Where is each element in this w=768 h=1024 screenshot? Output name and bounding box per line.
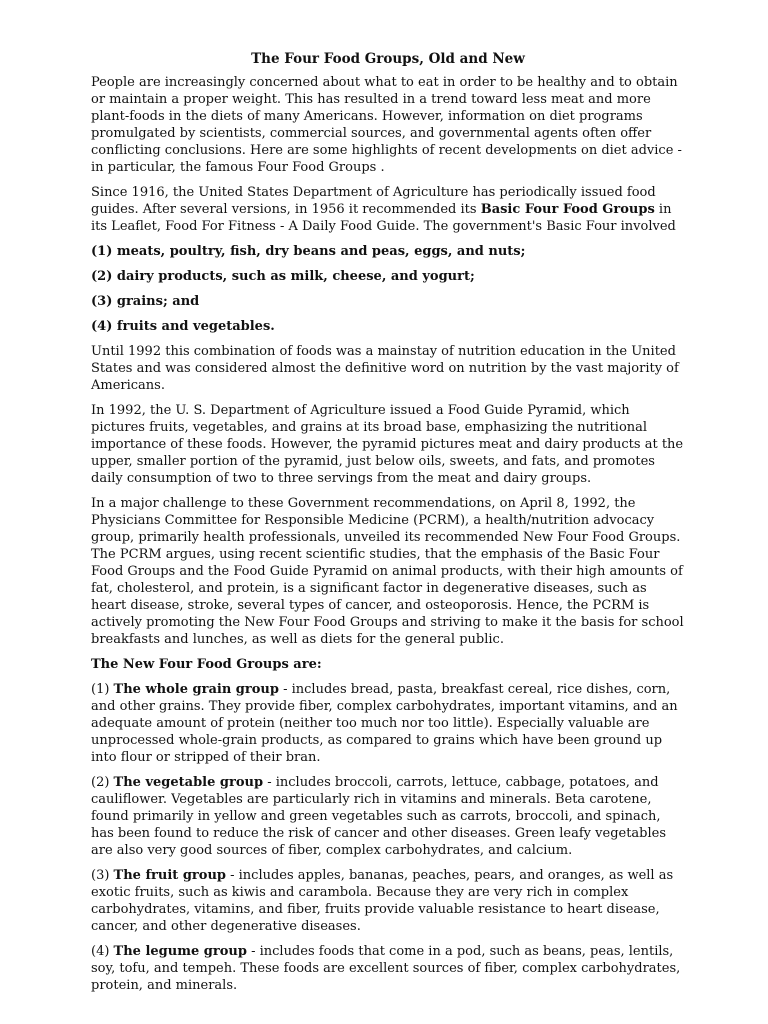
usda-history-text-c: in its Leaflet, Food For Fitness - A Daily Food Guide. The government's Basic Four involved bbox=[91, 202, 676, 234]
old-group-4: (4) fruits and vegetables. bbox=[91, 319, 275, 334]
new-group-item bbox=[91, 867, 685, 935]
new-group-name: The legume group bbox=[113, 944, 247, 959]
mainstay-paragraph: Until 1992 this combination of foods was a mainstay of nutrition education in the United States and was considered almost the definitive word on nutrition by the vast majority of Americans. bbox=[91, 344, 679, 393]
old-group-2: (2) dairy products, such as milk, cheese, and yogurt; bbox=[91, 269, 475, 284]
new-groups-heading: The New Four Food Groups are: bbox=[91, 657, 322, 672]
pyramid-paragraph: In 1992, the U. S. Department of Agriculture issued a Food Guide Pyramid, which pictures fruits, vegetables, and grains at its broad base, emphasizing the nutritional importance of these foods. However, the pyramid pictures meat and dairy products at the upper, smaller portion of the pyramid, just below oils, sweets, and fats, and promotes daily consumption of two to three servings from the meat and dairy groups. bbox=[91, 403, 684, 486]
new-group-number: (4) bbox=[91, 944, 114, 959]
new-group-number: (3) bbox=[91, 868, 114, 883]
basic-four-term: Basic Four Food Groups bbox=[480, 202, 655, 217]
new-group-item bbox=[91, 943, 685, 994]
new-group-number: (1) bbox=[91, 682, 114, 697]
old-group-1: (1) meats, poultry, fish, dry beans and peas, eggs, and nuts; bbox=[91, 244, 526, 259]
new-group-description: - includes bread, pasta, breakfast cereal, rice dishes, corn, and other grains. They provide fiber, complex carbohydrates, important vitamins, and an adequate amount of protein (neither too much nor too little). Especially valuable are unprocessed whole-grain products, as compared to grains which have been ground up into flour or stripped of their bran. bbox=[91, 682, 678, 765]
new-group-description: - includes apples, bananas, peaches, pears, and oranges, as well as exotic fruits, such as kiwis and carambola. Because they are very rich in complex carbohydrates, vitamins, and fiber, fruits provide valuable resistance to heart disease, cancer, and other degenerative diseases. bbox=[91, 868, 674, 934]
new-group-item bbox=[91, 681, 685, 766]
new-group-item bbox=[91, 774, 685, 859]
intro-paragraph: People are increasingly concerned about what to eat in order to be healthy and to obtain or maintain a proper weight. This has resulted in a trend toward less meat and more plant-foods in the diets of many Americans. However, information on diet programs promulgated by scientists, commercial sources, and governmental agents often offer conflicting conclusions. Here are some highlights of recent developments on diet advice - in particular, the famous Four Food Groups . bbox=[91, 75, 682, 175]
new-group-name: The vegetable group bbox=[113, 775, 264, 790]
document-title: The Four Food Groups, Old and New bbox=[251, 51, 525, 67]
new-group-description: - includes broccoli, carrots, lettuce, cabbage, potatoes, and cauliflower. Vegetables are particularly rich in vitamins and minerals. Beta carotene, found primarily in yellow and green vegetables such as carrots, broccoli, and spinach, has been found to reduce the risk of cancer and other diseases. Green leafy vegetables are also very good sources of fiber, complex carbohydrates, and calcium. bbox=[91, 775, 667, 858]
usda-history-paragraph bbox=[91, 184, 685, 235]
new-group-name: The fruit group bbox=[113, 868, 226, 883]
new-group-description: - includes foods that come in a pod, such as beans, peas, lentils, soy, tofu, and tempeh. These foods are excellent sources of fiber, complex carbohydrates, protein, and minerals. bbox=[91, 944, 681, 993]
new-group-number: (2) bbox=[91, 775, 114, 790]
pcrm-paragraph: In a major challenge to these Government recommendations, on April 8, 1992, the Physicians Committee for Responsible Medicine (PCRM), a health/nutrition advocacy group, primarily health professionals, unveiled its recommended New Four Food Groups. The PCRM argues, using recent scientific studies, that the emphasis of the Basic Four Food Groups and the Food Guide Pyramid on animal products, with their high amounts of fat, cholesterol, and protein, is a significant factor in degenerative diseases, such as heart disease, stroke, several types of cancer, and osteoporosis. Hence, the PCRM is actively promoting the New Four Food Groups and striving to make it the basis for school breakfasts and lunches, as well as diets for the general public. bbox=[91, 496, 684, 647]
old-group-3: (3) grains; and bbox=[91, 294, 200, 309]
usda-history-text-a: Since 1916, the United States Department of Agriculture has periodically issued food guides. After several versions, in 1956 it recommended its bbox=[91, 185, 656, 217]
new-group-name: The whole grain group bbox=[113, 682, 279, 697]
